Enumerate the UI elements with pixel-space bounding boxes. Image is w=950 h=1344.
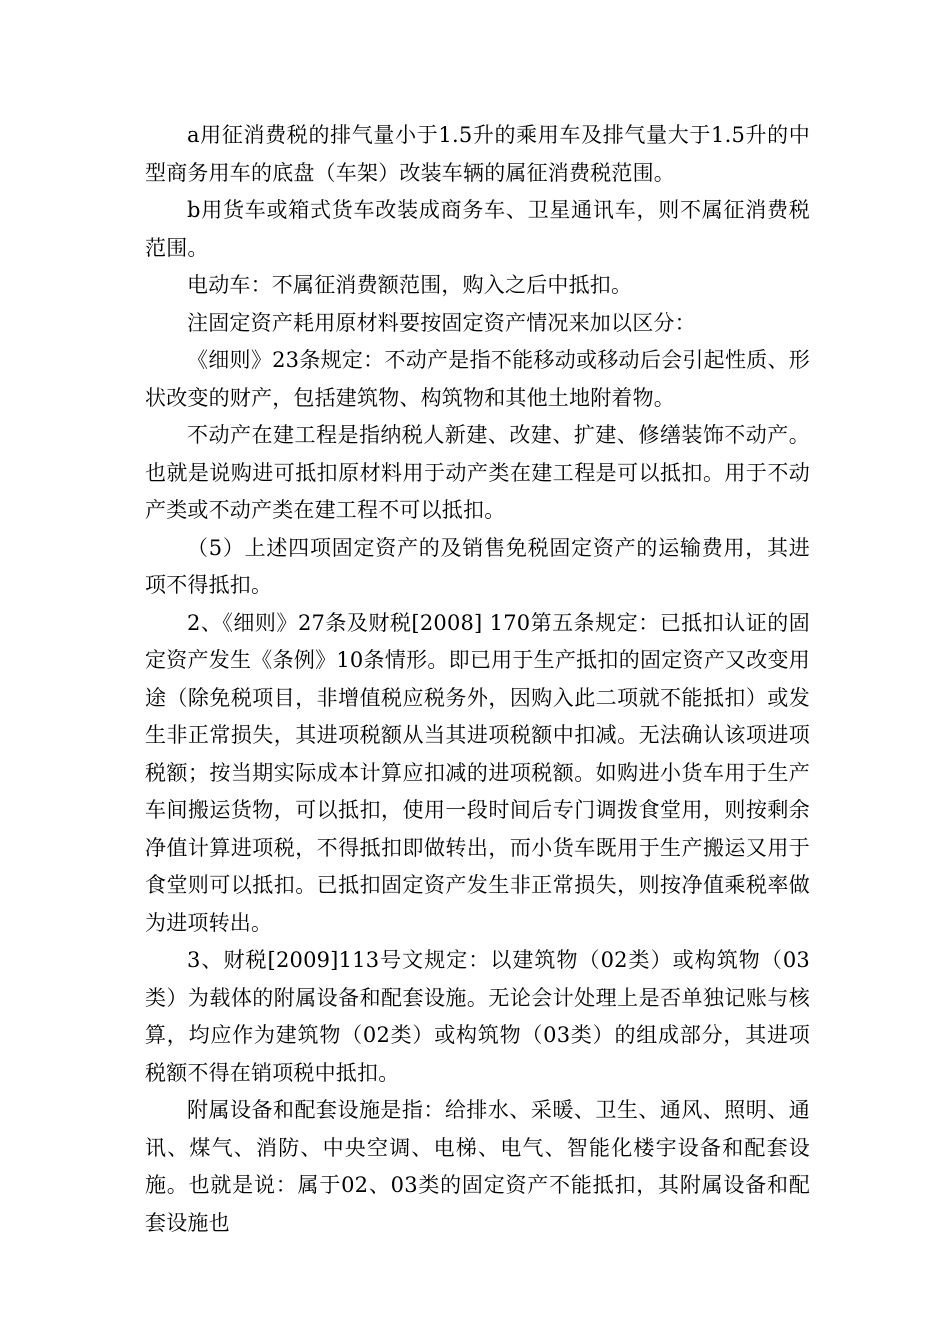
- paragraph-rules-article-23: 《细则》23条规定：不动产是指不能移动或移动后会引起性质、形状改变的财产，包括建筑物、构筑物和其他土地附着物。: [145, 348, 810, 410]
- paragraph-transport-cost: （5）上述四项固定资产的及销售免税固定资产的运输费用，其进项不得抵扣。: [145, 535, 810, 597]
- paragraph-fixed-asset-materials-note: 注固定资产耗用原材料要按固定资产情况来加以区分：: [187, 310, 696, 335]
- document-body: [145, 117, 810, 1242]
- paragraph-modified-truck-not-taxable: b用货车或箱式货车改装成商务车、卫星通讯车，则不属征消费税范围。: [145, 198, 810, 260]
- paragraph-real-estate-construction: 不动产在建工程是指纳税人新建、改建、扩建、修缮装饰不动产。也就是说购进可抵扣原材料用于动产类在建工程是可以抵扣。用于不动产类或不动产类在建工程不可以抵扣。: [145, 423, 810, 522]
- paragraph-modified-vehicle-taxable: a用征消费税的排气量小于1.5升的乘用车及排气量大于1.5升的中型商务用车的底盘（车架）改装车辆的属征消费税范围。: [145, 123, 810, 185]
- paragraph-ancillary-equipment: 附属设备和配套设施是指：给排水、采暖、卫生、通风、照明、通讯、煤气、消防、中央空调、电梯、电气、智能化楼宇设备和配套设施。也就是说：属于02、03类的固定资产不能抵扣，其附属设备和配套设施也: [145, 1098, 810, 1235]
- paragraph-electric-vehicle: 电动车：不属征消费额范围，购入之后中抵扣。: [187, 273, 633, 297]
- paragraph-rules-article-27: 2、《细则》27条及财税[2008] 170第五条规定：已抵扣认证的固定资产发生《条例》10条情形。即已用于生产抵扣的固定资产又改变用途（除免税项目，非增值税应税务外，因购入此二项就不能抵扣）或发生非正常损失，其进项税额从当其进项税额中扣减。无法确认该项进项税额；按当期实际成本计算应扣减的进项税额。如购进小货车用于生产车间搬运货物，可以抵扣，使用一段时间后专门调拨食堂用，则按剩余净值计算进项税，不得抵扣即做转出，而小货车既用于生产搬运又用于食堂则可以抵扣。已抵扣固定资产发生非正常损失，则按净值乘税率做为进项转出。: [145, 610, 810, 935]
- paragraph-caishui-2009-113: 3、财税[2009]113号文规定：以建筑物（02类）或构筑物（03类）为载体的附属设备和配套设施。无论会计处理上是否单独记账与核算，均应作为建筑物（02类）或构筑物（03类）的组成部分，其进项税额不得在销项税中抵扣。: [145, 948, 810, 1085]
